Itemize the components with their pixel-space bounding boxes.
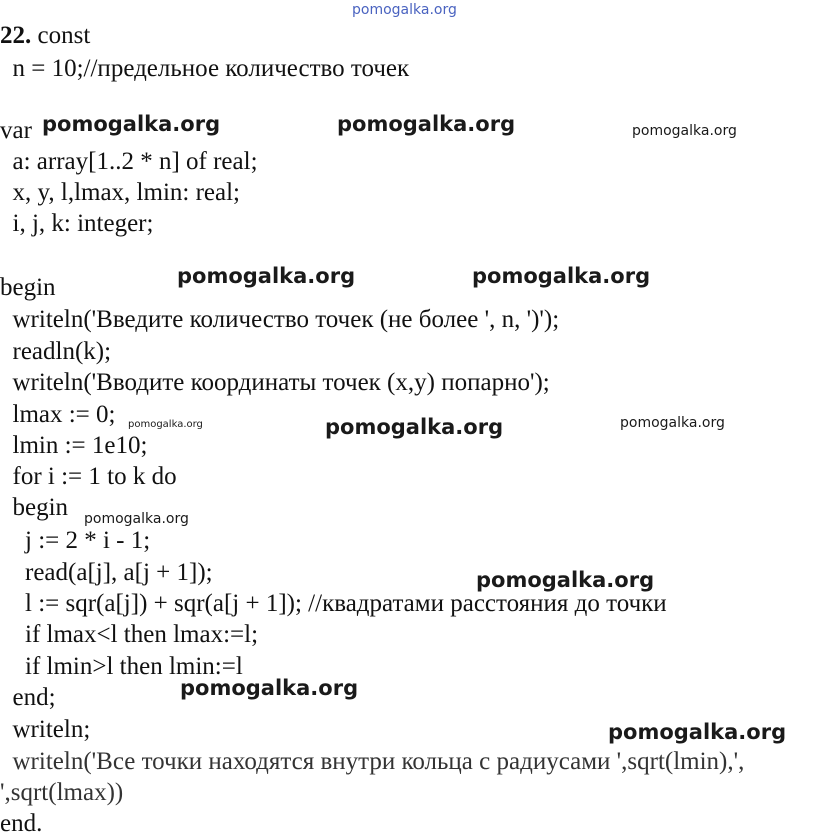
watermark: pomogalka.org [632, 123, 737, 139]
code-line: lmin := 1e10; [0, 432, 148, 459]
watermark: pomogalka.org [476, 568, 655, 592]
code-line: readln(k); [0, 338, 112, 365]
watermark: pomogalka.org [325, 415, 504, 439]
code-line: lmax := 0; [0, 401, 116, 428]
watermark: pomogalka.org [472, 264, 651, 288]
code-line: end; [0, 684, 56, 711]
code-line: writeln('Вводите координаты точек (x,y) попарно'); [0, 369, 550, 396]
code-line: begin [0, 274, 56, 301]
watermark: pomogalka.org [128, 419, 203, 430]
problem-number: 22. [0, 22, 32, 49]
code-line: read(a[j], a[j + 1]); [0, 559, 213, 586]
watermark: pomogalka.org [42, 112, 221, 136]
watermark: pomogalka.org [84, 511, 189, 527]
code-line: n = 10;//предельное количество точек [0, 55, 410, 82]
watermark: pomogalka.org [620, 415, 725, 431]
code-line: i, j, k: integer; [0, 210, 154, 237]
code-line: l := sqr(a[j]) + sqr(a[j + 1]); //квадратами расстояния до точки [0, 590, 667, 617]
code-line-const: 22. const [0, 22, 91, 49]
code-line: if lmax<l then lmax:=l; [0, 621, 259, 648]
watermark: pomogalka.org [608, 720, 787, 744]
watermark: pomogalka.org [177, 264, 356, 288]
code-line: x, y, l,lmax, lmin: real; [0, 179, 241, 206]
code-line: if lmin>l then lmin:=l [0, 653, 243, 680]
code-line: begin [0, 494, 69, 521]
code-line: writeln; [0, 716, 91, 743]
code-line: ',sqrt(lmax)) [0, 779, 124, 806]
watermark-top: pomogalka.org [352, 2, 457, 18]
code-line: end. [0, 810, 43, 837]
code-line: for i := 1 to k do [0, 463, 177, 490]
code-line: var [0, 117, 32, 144]
code-line: a: array[1..2 * n] of real; [0, 148, 258, 175]
watermark: pomogalka.org [337, 112, 516, 136]
code-line: writeln('Все точки находятся внутри кольца с радиусами ',sqrt(lmin),', [0, 748, 745, 775]
watermark: pomogalka.org [180, 676, 359, 700]
code-line: writeln('Введите количество точек (не более ', n, ')'); [0, 306, 560, 333]
code-line: j := 2 * i - 1; [0, 527, 151, 554]
